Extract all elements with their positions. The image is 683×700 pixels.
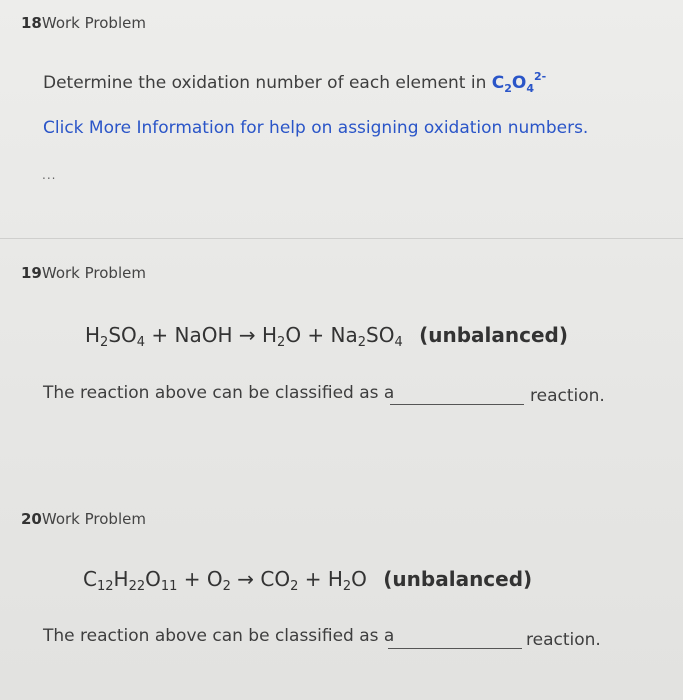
q18-formula-c: C xyxy=(491,73,505,93)
q18-help-link[interactable]: Click More Information for help on assigning oxidation numbers. xyxy=(43,118,589,138)
q18-formula-o: O xyxy=(511,73,527,93)
eq-text: H xyxy=(113,567,129,591)
q20-title: Work Problem xyxy=(41,510,146,528)
q19-answer-blank[interactable] xyxy=(390,404,524,405)
q19-sentence-start: The reaction above can be classified as a xyxy=(43,383,395,403)
q19-title: Work Problem xyxy=(41,264,146,282)
eq-text: H xyxy=(85,323,101,347)
q20-sentence-start: The reaction above can be classified as a xyxy=(43,626,395,646)
eq-sub: 2 xyxy=(222,579,231,594)
eq-text: + H xyxy=(298,567,343,591)
eq-sub: 4 xyxy=(136,335,146,350)
eq-text: O xyxy=(145,567,161,591)
eq-sub: 22 xyxy=(128,579,146,594)
q20-number: 20 xyxy=(21,510,42,528)
more-options-button[interactable]: ... xyxy=(42,168,57,182)
eq-text: SO xyxy=(366,323,395,347)
q20-header xyxy=(21,510,146,528)
q18-formula-charge: 2- xyxy=(534,70,547,83)
eq-text: O xyxy=(351,567,367,591)
q18-header xyxy=(21,14,146,32)
q19-number: 19 xyxy=(21,264,42,282)
q19-unbalanced-note: (unbalanced) xyxy=(419,323,569,347)
q18-number: 18 xyxy=(21,14,42,32)
eq-text: + NaOH → H xyxy=(145,323,278,347)
eq-text: C xyxy=(83,567,97,591)
q19-equation xyxy=(85,323,568,350)
q19-sentence-end: reaction. xyxy=(530,386,605,406)
eq-text: + O xyxy=(177,567,223,591)
eq-sub: 2 xyxy=(277,335,286,350)
divider xyxy=(0,238,683,239)
q18-formula-c-sub: 2 xyxy=(504,82,512,95)
eq-sub: 12 xyxy=(96,579,114,594)
eq-sub: 2 xyxy=(290,579,299,594)
q18-formula xyxy=(491,70,547,95)
eq-sub: 2 xyxy=(342,579,352,594)
q19-header xyxy=(21,264,146,282)
eq-sub: 11 xyxy=(160,579,178,594)
eq-text: O + Na xyxy=(285,323,358,347)
eq-sub: 2 xyxy=(357,335,367,350)
eq-sub: 4 xyxy=(394,335,403,350)
eq-text: SO xyxy=(108,323,137,347)
q18-prompt xyxy=(43,70,546,95)
q20-answer-blank[interactable] xyxy=(388,648,522,649)
q18-formula-o-sub: 4 xyxy=(526,82,535,95)
q20-sentence-end: reaction. xyxy=(526,630,601,650)
q18-prompt-text: Determine the oxidation number of each element in xyxy=(43,73,487,93)
eq-sub: 2 xyxy=(100,335,109,350)
eq-text: → CO xyxy=(230,567,291,591)
q20-unbalanced-note: (unbalanced) xyxy=(383,567,533,591)
q20-equation xyxy=(83,567,532,594)
q18-title: Work Problem xyxy=(41,14,146,32)
